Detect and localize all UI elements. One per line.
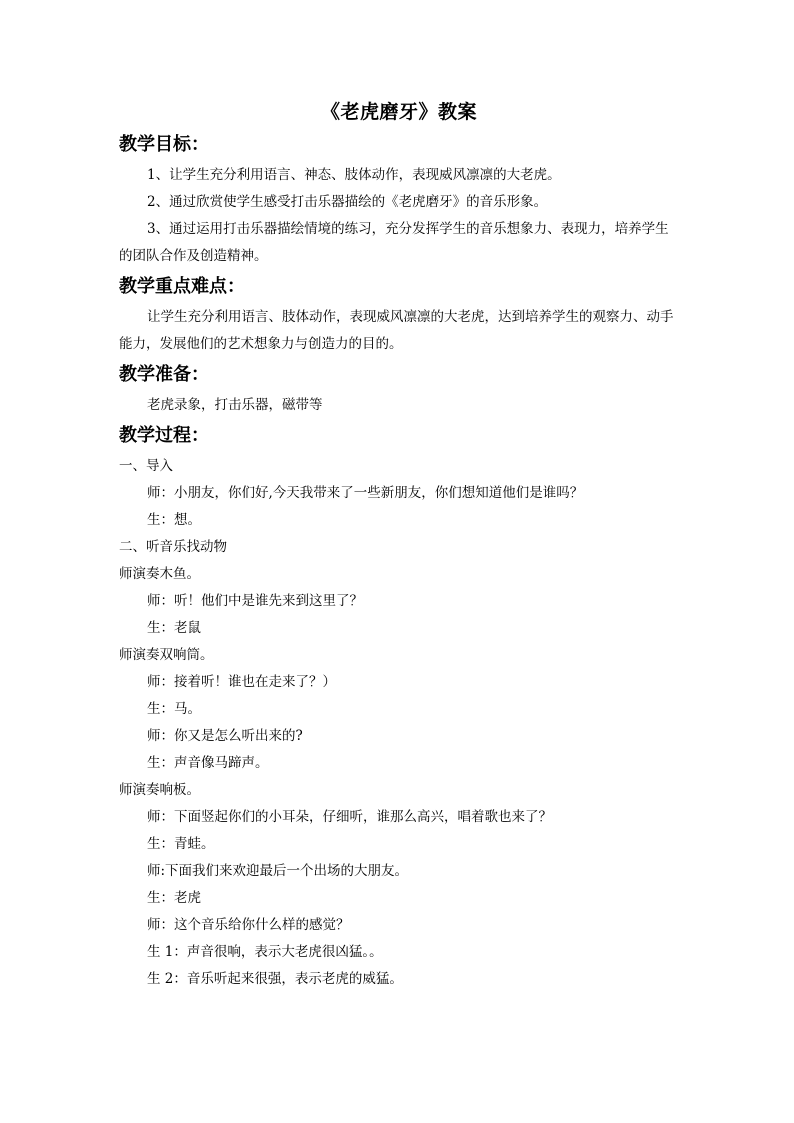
- stage-direction: 师演奏响板。: [119, 782, 200, 798]
- process-subheading-intro: 一、导入: [119, 458, 173, 474]
- goal-item-3: 3、通过运用打击乐器描绘情境的练习，充分发挥学生的音乐想象力、表现力，培养学生的团队合作及创造精神。: [119, 221, 669, 264]
- dialogue-line: 师：小朋友，你们好,今天我带来了一些新朋友，你们想知道他们是谁吗？: [147, 485, 584, 501]
- goal-item-1: 1、让学生充分利用语言、神态、肢体动作，表现威风凛凛的大老虎。: [147, 167, 561, 183]
- process-subheading-listen: 二、听音乐找动物: [119, 539, 227, 555]
- dialogue-line: 生：马。: [147, 701, 201, 717]
- key-points-text: 让学生充分利用语言、肢体动作，表现威风凛凛的大老虎，达到培养学生的观察力、动手能力，发展他们的艺术想象力与创造力的目的。: [119, 309, 674, 352]
- dialogue-line: 师：听！他们中是谁先来到这里了？: [147, 593, 363, 609]
- dialogue-line: 师：这个音乐给你什么样的感觉？: [147, 917, 350, 933]
- dialogue-line: 师：下面竖起你们的小耳朵，仔细听，谁那么高兴，唱着歌也来了？: [147, 809, 552, 825]
- stage-direction: 师演奏木鱼。: [119, 566, 200, 582]
- dialogue-line: 生：想。: [147, 512, 201, 528]
- dialogue-line: 师:下面我们来欢迎最后一个出场的大朋友。: [147, 863, 409, 879]
- stage-direction: 师演奏双响筒。: [119, 647, 214, 663]
- dialogue-line: 生 2：音乐听起来很强，表示老虎的威猛。: [147, 971, 403, 987]
- key-points-heading: 教学重点难点：: [119, 276, 245, 297]
- dialogue-line: 生 1：声音很响，表示大老虎很凶猛。。: [147, 944, 383, 960]
- preparation-text: 老虎录象，打击乐器，磁带等: [147, 397, 323, 413]
- goal-item-2: 2、通过欣赏使学生感受打击乐器描绘的《老虎磨牙》的音乐形象。: [147, 194, 548, 210]
- goals-heading: 教学目标：: [119, 134, 209, 155]
- process-heading: 教学过程：: [119, 425, 209, 446]
- preparation-heading: 教学准备：: [119, 364, 209, 385]
- dialogue-line: 师：接着听！谁也在走来了？）: [147, 674, 336, 690]
- dialogue-line: 生：青蛙。: [147, 836, 215, 852]
- dialogue-line: 师：你又是怎么听出来的?: [147, 728, 303, 744]
- document-content: [119, 96, 679, 993]
- dialogue-line: 生：老鼠: [147, 620, 201, 636]
- document-title: 《老虎磨牙》教案: [320, 101, 477, 123]
- dialogue-line: 生：老虎: [147, 890, 201, 906]
- dialogue-line: 生：声音像马蹄声。: [147, 755, 269, 771]
